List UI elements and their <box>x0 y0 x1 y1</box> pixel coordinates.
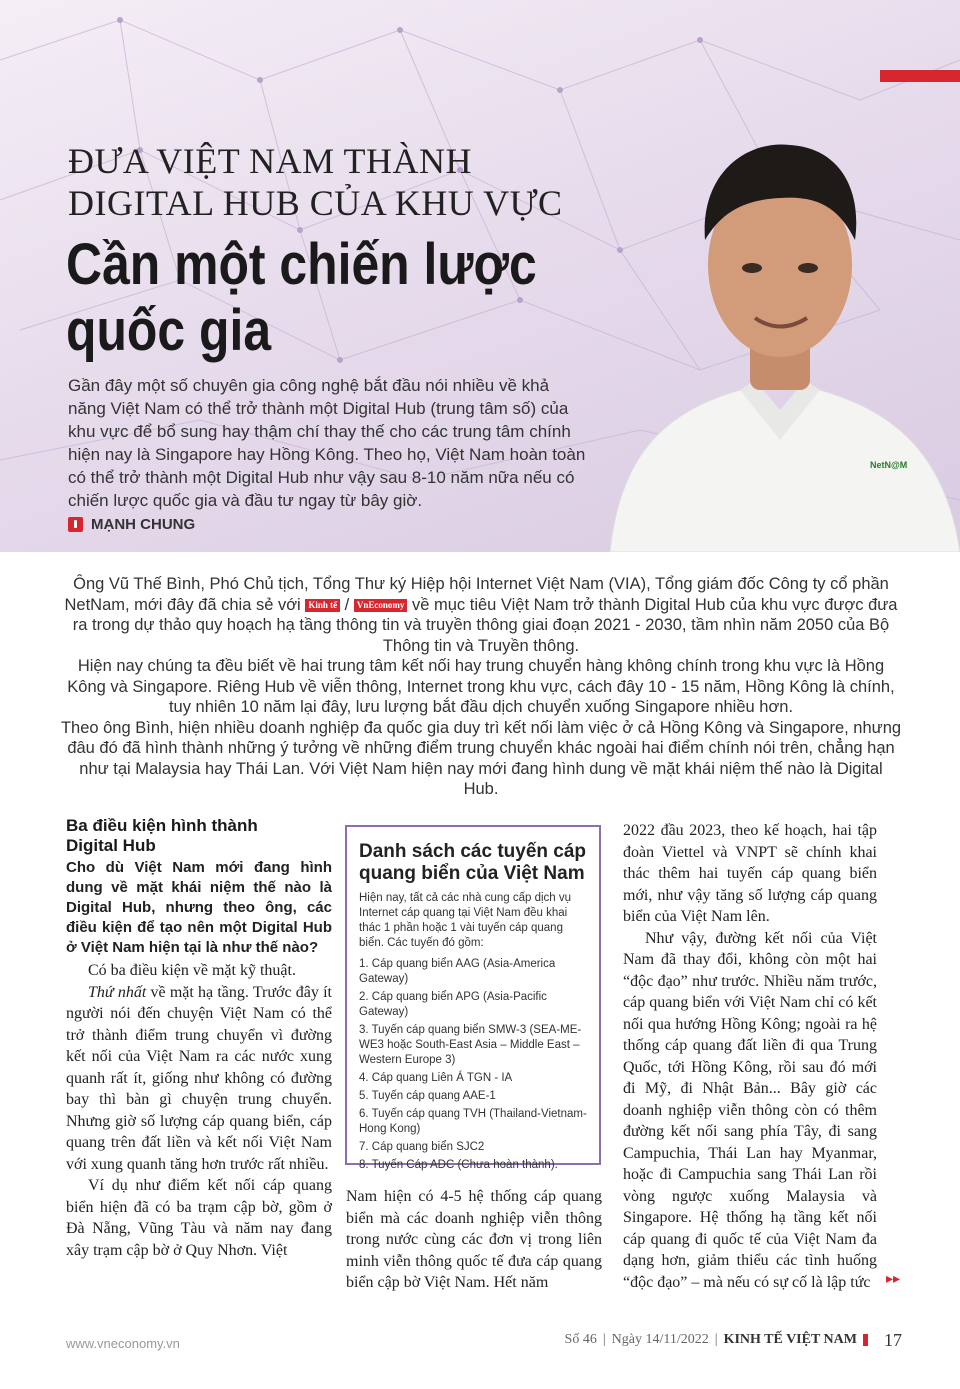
footer-issue-info <box>565 1332 868 1348</box>
col1-paragraph-3: Ví dụ như điểm kết nối cáp quang biển hiện đã có ba trạm cập bờ, gồm ở Đà Nẵng, Vũng Tàu và năm nay đang xây trạm cập bờ ở Quy Nhơn. Việt <box>66 1177 332 1259</box>
emphasis-first: Thứ nhất <box>88 983 147 1001</box>
list-item: 4. Cáp quang Liên Á TGN - IA <box>359 1072 513 1084</box>
hero-banner <box>0 0 960 552</box>
intro-text <box>60 574 902 800</box>
kicker-line-2: DIGITAL HUB CỦA KHU VỰC <box>68 183 563 223</box>
continue-arrow-icon: ▸▸ <box>886 1271 901 1287</box>
lede-paragraph: Gần đây một số chuyên gia công nghệ bắt đầu nói nhiều về khả năng Việt Nam có thể trở thành một Digital Hub (trung tâm số) của khu vực để bổ sung hay thậm chí thay thế cho các trung tâm chính hiện nay là Singapore hay Hồng Kông. Theo họ, Việt Nam hoàn toàn có thể trở thành một Digital Hub như vậy sau 8-10 năm nữa nếu có chiến lược quốc gia và đầu tư ngay từ bây giờ. <box>68 376 586 510</box>
list-item: 2. Cáp quang biển APG (Asia-Pacific Gateway) <box>359 991 547 1018</box>
portrait-photo <box>600 90 960 552</box>
pen-icon <box>68 517 83 532</box>
issue-date: Ngày 14/11/2022 <box>611 1332 709 1347</box>
slash: / <box>344 595 350 614</box>
col1-paragraph-1: Có ba điều kiện về mặt kỹ thuật. <box>88 962 296 979</box>
accent-bar <box>880 70 960 82</box>
list-item: 8. Tuyến Cáp ADC (Chưa hoàn thành). <box>359 1159 558 1171</box>
kicker-title <box>68 140 628 224</box>
intro-paragraph-2: Hiện nay chúng ta đều biết về hai trung tâm kết nối hay trung chuyển hàng không chính trong khu vực là Hồng Kông và Singapore. Riêng Hub về viễn thông, Internet trong khu vực, cách đây 10 - 15 năm, Hồng Kông là chính, tuy nhiên 10 năm lại đây, lưu lượng bắt đầu dịch chuyển xuống Singapore nhiều hơn. <box>67 657 895 716</box>
col1-paragraph-2 <box>66 982 332 1176</box>
vneconomy-logo-badge: VnEconomy <box>354 599 408 612</box>
footer-red-mark <box>863 1334 868 1346</box>
col1-p2-rest: về mặt hạ tầng. Trước đây ít người nói đến chuyện Việt Nam có thể trở thành điểm trung chuyển vì đường kết nối của Việt Nam ra các nước xung quanh rất ít, giống như không có đường bay thì bàn gì chuyện trung chuyển. Nhưng giờ số lượng cáp quang biển, cáp quang trên đất liền và kết nối Việt Nam với xung quanh tăng hơn trước rất nhiều. <box>66 983 333 1173</box>
interview-question: Cho dù Việt Nam mới đang hình dung về mặt khái niệm thế nào là Digital Hub, nhưng theo ông, các điều kiện để tạo nên một Digital Hub ở Việt Nam hiện tại là như thế nào? <box>66 859 332 956</box>
separator: | <box>602 1332 606 1347</box>
author-name: MẠNH CHUNG <box>91 516 196 533</box>
magazine-name: KINH TẾ VIỆT NAM <box>723 1332 857 1347</box>
page-number: 17 <box>884 1330 902 1350</box>
column-3 <box>623 820 877 1293</box>
headline-line-2: quốc gia <box>66 298 272 363</box>
col3-paragraph-2: Như vậy, đường kết nối của Việt Nam đã thay đổi, không còn một hai “độc đạo” như trước. Nhiều năm trước, cáp quang biển với Việt Nam chỉ có kết nối qua hướng Hồng Kông; ngoài ra hệ thống cáp quang đất liền đi qua Trung Quốc, tới Hồng Kông, rồi sau đó mới đi Mỹ, đi Nhật Bản... Bây giờ các doanh nghiệp viễn thông còn có thêm đường kết nối sang phía Tây, đi sang Campuchia, Thái Lan hay Myanmar, hoặc đi Campuchia sang Thái Lan rồi vòng ngược xuống Malaysia và Singapore. Hệ thống hạ tầng kết nối cáp quang đi quốc tế của Việt Nam đa dạng hơn, giảm thiểu các tình huống “độc đạo” – mà nếu có sự cố là lập tức <box>623 929 877 1291</box>
subhead-line-1: Ba điều kiện hình thành <box>66 816 258 835</box>
intro-paragraph-1 <box>60 574 902 656</box>
box-intro: Hiện nay, tất cả các nhà cung cấp dịch vụ Internet cáp quang tại Việt Nam đều khai thác 1 phần hoặc 1 vài tuyến cáp quang biển. Các tuyến đó gồm: <box>359 892 572 949</box>
list-item: 3. Tuyến cáp quang biển SMW-3 (SEA-ME-WE3 hoặc South-East Asia – Middle East – Western Europe 3) <box>359 1024 582 1066</box>
separator: | <box>714 1332 718 1347</box>
issue-number: Số 46 <box>564 1332 597 1347</box>
cable-list <box>359 957 587 1173</box>
list-item: 6. Tuyến cáp quang TVH (Thailand-Vietnam-Hong Kong) <box>359 1108 587 1135</box>
intro-paragraph-3: Theo ông Bình, hiện nhiều doanh nghiệp đa quốc gia duy trì kết nối làm việc ở cả Hồng Kông và Singapore, nhưng đâu đó đã hình thành những ý tưởng về những điểm trung chuyển khác ngoài hai điểm chính nói trên, chẳng hạn như tại Malaysia hay Thái Lan. Với Việt Nam hiện nay mới đang hình dung về mặt khái niệm thế nào là Digital Hub. <box>60 718 902 798</box>
footer-website: www.vneconomy.vn <box>66 1336 180 1351</box>
cable-list-box <box>345 825 601 1171</box>
intro-p1-part-a: Ông Vũ Thế Bình, Phó Chủ tịch, Tổng Thư ký Hiệp hội Internet Việt Nam (VIA), Tổng giám đốc Công ty cổ phần NetNam, mới đây đã chia sẻ với <box>64 575 889 614</box>
column-2-text: Nam hiện có 4-5 hệ thống cáp quang biển mà các doanh nghiệp viễn thông trong nước cùng các đơn vị trong liên minh viễn thông quốc tế đưa cáp quang biển cập bờ Việt Nam. Hết năm <box>346 1188 602 1291</box>
list-item: 5. Tuyến cáp quang AAE-1 <box>359 1090 496 1102</box>
kicker-line-1: ĐƯA VIỆT NAM THÀNH <box>68 141 472 181</box>
section-subhead <box>66 816 332 856</box>
headline <box>66 232 548 364</box>
box-title: Danh sách các tuyến cáp quang biển của Việt Nam <box>359 841 587 884</box>
list-item: 1. Cáp quang biển AAG (Asia-America Gateway) <box>359 958 556 985</box>
subhead-line-2: Digital Hub <box>66 836 156 855</box>
kinh-te-logo-badge: Kinh tế <box>305 599 340 612</box>
byline <box>68 516 195 533</box>
headline-line-1: Cần một chiến lược <box>66 232 537 297</box>
column-1 <box>66 816 332 1261</box>
col3-paragraph-1: 2022 đầu 2023, theo kế hoạch, hai tập đoàn Viettel và VNPT sẽ chính khai thác thêm hai tuyến cáp quang biển mới, như vậy tăng số lượng cáp quang biển của Việt Nam lên. <box>623 822 877 925</box>
intro-p1-part-b: về mục tiêu Việt Nam trở thành Digital Hub của khu vực được đưa ra trong dự thảo quy hoạch hạ tầng thông tin và truyền thông giai đoạn 2021 - 2030, tầm nhìn năm 2050 của Bộ Thông tin và Truyền thông. <box>72 595 898 655</box>
shirt-logo-text: NetN@M <box>870 460 908 470</box>
list-item: 7. Cáp quang biển SJC2 <box>359 1141 485 1153</box>
